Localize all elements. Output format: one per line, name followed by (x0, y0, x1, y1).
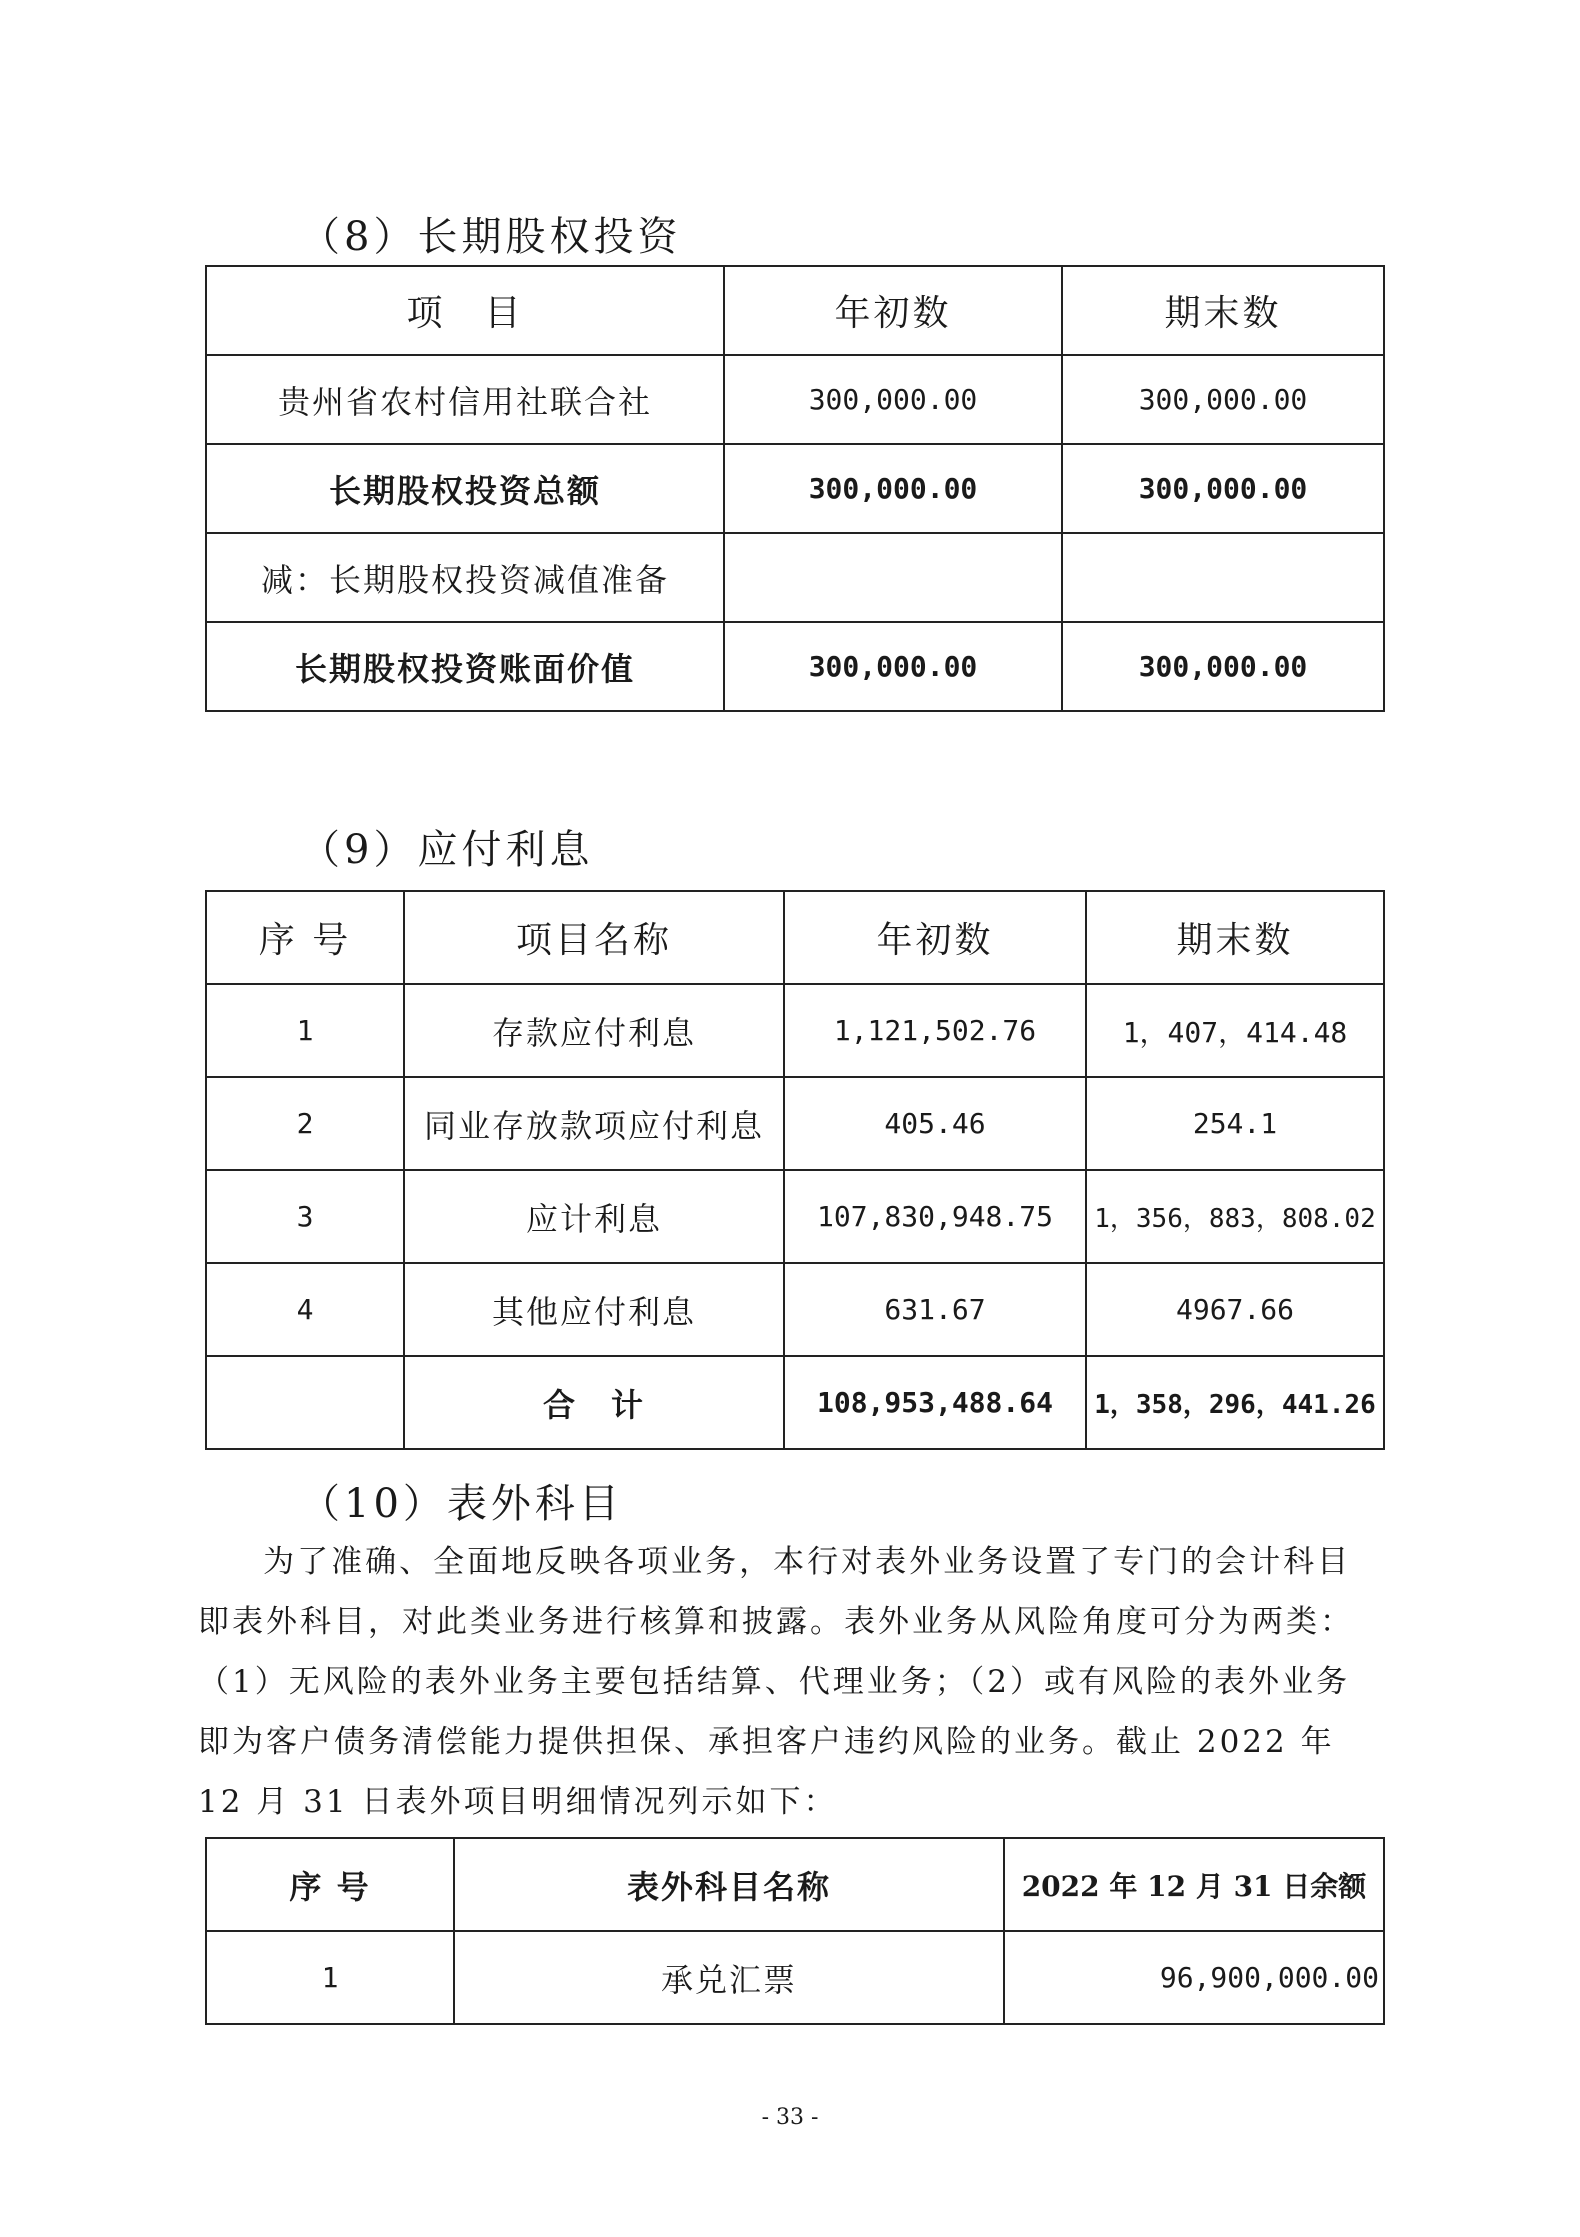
table-row (206, 622, 1384, 711)
table-row (206, 1077, 1384, 1170)
table-row (206, 444, 1384, 533)
table-header-row (206, 1838, 1384, 1931)
header-name: 表外科目名称 (454, 1838, 1004, 1931)
row-end (1062, 533, 1384, 622)
table-header-row (206, 891, 1384, 984)
header-no: 序 号 (206, 1838, 454, 1931)
row-begin: 107,830,948.75 (784, 1170, 1086, 1263)
row-end: 4967.66 (1086, 1263, 1384, 1356)
row-begin: 300,000.00 (724, 444, 1062, 533)
row-item: 贵州省农村信用社联合社 (206, 355, 724, 444)
row-end: 300,000.00 (1062, 355, 1384, 444)
long-term-equity-table (205, 265, 1385, 712)
total-label: 合 计 (404, 1356, 784, 1449)
header-begin: 年初数 (724, 266, 1062, 355)
row-begin: 405.46 (784, 1077, 1086, 1170)
row-name: 其他应付利息 (404, 1263, 784, 1356)
header-begin: 年初数 (784, 891, 1086, 984)
row-begin: 631.67 (784, 1263, 1086, 1356)
page-number: - 33 - (761, 2105, 819, 2130)
section10-heading: （10）表外科目 (300, 1481, 623, 1527)
row-no: 4 (206, 1263, 404, 1356)
table-row (206, 355, 1384, 444)
section10-paragraph (198, 1532, 1358, 1832)
row-end: 1，356，883，808.02 (1086, 1170, 1384, 1263)
paragraph-text: 为了准确、全面地反映各项业务，本行对表外业务设置了专门的会计科目即表外科目，对此类业务进行核算和披露。表外业务从风险角度可分为两类：（1）无风险的表外业务主要包括结算、代理业务；（2）或有风险的表外业务即为客户债务清偿能力提供担保、承担客户违约风险的业务。截止 2022 年 12 月 31 日表外项目明细情况列示如下： (198, 1544, 1354, 1820)
interest-payable-table (205, 890, 1385, 1450)
row-no: 1 (206, 984, 404, 1077)
table-row (206, 1931, 1384, 2024)
row-no: 1 (206, 1931, 454, 2024)
total-end: 1，358，296，441.26 (1086, 1356, 1384, 1449)
row-no: 3 (206, 1170, 404, 1263)
section8-heading: （8）长期股权投资 (300, 214, 682, 260)
row-amount: 96,900,000.00 (1004, 1931, 1384, 2024)
header-no: 序 号 (206, 891, 404, 984)
table-row (206, 533, 1384, 622)
total-begin: 108,953,488.64 (784, 1356, 1086, 1449)
table-row (206, 1170, 1384, 1263)
row-name: 承兑汇票 (454, 1931, 1004, 2024)
total-row (206, 1356, 1384, 1449)
row-item: 长期股权投资总额 (206, 444, 724, 533)
header-name: 项目名称 (404, 891, 784, 984)
row-item: 长期股权投资账面价值 (206, 622, 724, 711)
row-end: 300,000.00 (1062, 444, 1384, 533)
row-end: 254.1 (1086, 1077, 1384, 1170)
row-name: 同业存放款项应付利息 (404, 1077, 784, 1170)
row-no: 2 (206, 1077, 404, 1170)
table-row (206, 1263, 1384, 1356)
row-begin: 300,000.00 (724, 622, 1062, 711)
table-header-row (206, 266, 1384, 355)
row-name: 应计利息 (404, 1170, 784, 1263)
total-no-empty (206, 1356, 404, 1449)
header-amount: 2022 年 12 月 31 日余额 (1004, 1838, 1384, 1931)
section9-heading: （9）应付利息 (300, 827, 594, 873)
off-balance-table (205, 1837, 1385, 2025)
row-begin: 1,121,502.76 (784, 984, 1086, 1077)
row-end: 1，407，414.48 (1086, 984, 1384, 1077)
row-begin: 300,000.00 (724, 355, 1062, 444)
row-item: 减：长期股权投资减值准备 (206, 533, 724, 622)
header-end: 期末数 (1062, 266, 1384, 355)
table-row (206, 984, 1384, 1077)
row-name: 存款应付利息 (404, 984, 784, 1077)
header-item: 项 目 (206, 266, 724, 355)
row-end: 300,000.00 (1062, 622, 1384, 711)
header-end: 期末数 (1086, 891, 1384, 984)
row-begin (724, 533, 1062, 622)
